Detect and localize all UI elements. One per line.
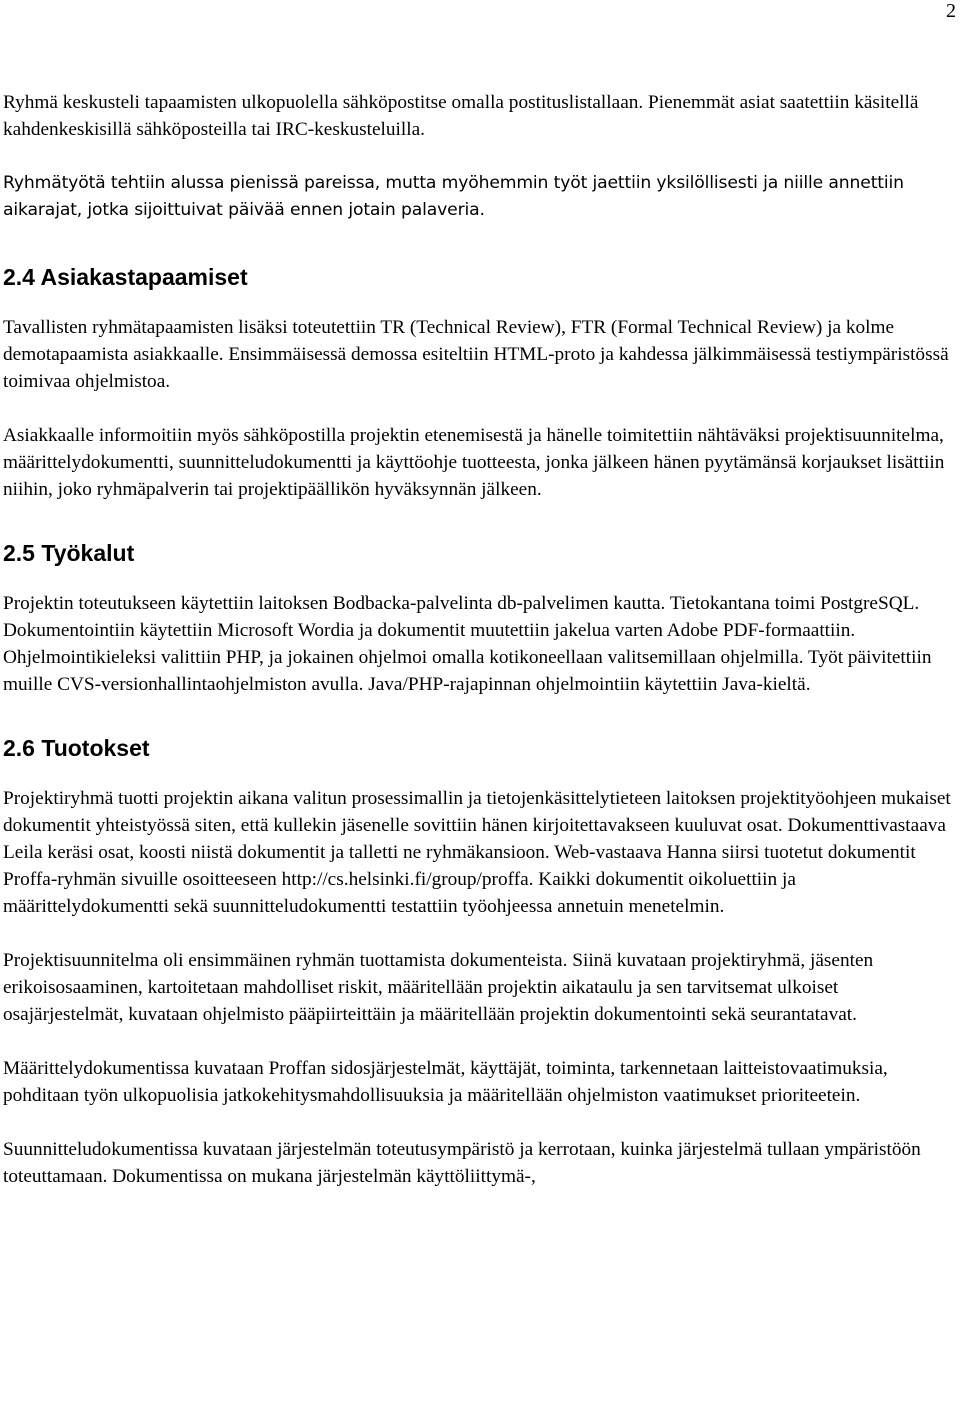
section-heading-tyokalut: 2.5 Työkalut xyxy=(3,540,135,566)
paragraph-tools: Projektin toteutukseen käytettiin laitoksen Bodbacka-palvelinta db-palvelimen kautta. Tietokantana toimi PostgreSQL. Dokumentointiin käytettiin Microsoft Wordia ja dokumentit muutettiin jakelua varten Adobe PDF-formaattiin. Ohjelmointikieleksi valittiin PHP, ja jokainen ohjelmoi omalla kotikoneellaan valitsemillaan ohjelmilla. Työt päivitettiin muille CVS-versionhallintaohjelmiston avulla. Java/PHP-rajapinnan ohjelmointiin käytettiin Java-kieltä. xyxy=(3,593,932,695)
section-heading-tuotokset: 2.6 Tuotokset xyxy=(3,735,150,761)
paragraph-mailing-list: Ryhmä keskusteli tapaamisten ulkopuolella sähköpostitse omalla postituslistallaan. Pienemmät asiat saatettiin käsitellä kahdenkeskisillä sähköposteilla tai IRC-keskusteluilla. xyxy=(3,92,919,140)
paragraph-reviews: Tavallisten ryhmätapaamisten lisäksi toteutettiin TR (Technical Review), FTR (Formal Technical Review) ja kolme demotapaamista asiakkaalle. Ensimmäisessä demossa esiteltiin HTML-proto ja kahdessa jälkimmäisessä testiympäristössä toimivaa ohjelmistoa. xyxy=(3,317,949,392)
paragraph-client-info: Asiakkaalle informoitiin myös sähköpostilla projektin etenemisestä ja hänelle toimitettiin nähtäväksi projektisuunnitelma, määrittelydokumentti, suunnitteludokumentti ja käyttöohje tuotteesta, jonka jälkeen hänen pyytämänsä korjaukset lisättiin niihin, joko ryhmäpalverin tai projektipäällikön hyväksynnän jälkeen. xyxy=(3,425,945,500)
paragraph-group-work: Ryhmätyötä tehtiin alussa pienissä pareissa, mutta myöhemmin työt jaettiin yksilöllisesti ja niille annettiin aikarajat, jotka sijoittuivat päivää ennen jotain palaveria. xyxy=(3,173,904,220)
paragraph-requirements: Määrittelydokumentissa kuvataan Proffan sidosjärjestelmät, käyttäjät, toiminta, tarkennetaan laitteistovaatimuksia, pohditaan työn ulkopuolisia jatkokehitysmahdollisuuksia ja määritellään ohjelmiston vaatimukset prioriteetein. xyxy=(3,1058,888,1106)
page-number: 2 xyxy=(946,0,956,22)
section-heading-asiakastapaamiset: 2.4 Asiakastapaamiset xyxy=(3,264,248,290)
paragraph-outputs: Projektiryhmä tuotti projektin aikana valitun prosessimallin ja tietojenkäsittelytieteen laitoksen projektityöohjeen mukaiset dokumentit yhteistyössä siten, että kullekin jäsenelle sovittiin hänen kirjoitettavakseen kuuluvat osat. Dokumenttivastaava Leila keräsi osat, koosti niistä dokumentit ja talletti ne ryhmäkansioon. Web-vastaava Hanna siirsi tuotetut dokumentit Proffa-ryhmän sivuille osoitteeseen http://cs.helsinki.fi/group/proffa. Kaikki dokumentit oikoluettiin ja määrittelydokumentti sekä suunnitteludokumentti testattiin työohjeessa annetuin menetelmin. xyxy=(3,788,951,917)
document-body xyxy=(3,89,958,1190)
paragraph-design: Suunnitteludokumentissa kuvataan järjestelmän toteutusympäristö ja kerrotaan, kuinka järjestelmä tullaan ympäristöön toteuttamaan. Dokumentissa on mukana järjestelmän käyttöliittymä-, xyxy=(3,1139,921,1187)
paragraph-project-plan: Projektisuunnitelma oli ensimmäinen ryhmän tuottamista dokumenteista. Siinä kuvataan projektiryhmä, jäsenten erikoisosaaminen, kartoitetaan mahdolliset riskit, määritellään projektin aikataulu ja sen tarvitsemat ulkoiset osajärjestelmät, kuvataan ohjelmisto pääpiirteittäin ja määritellään projektin dokumentointi sekä seurantatavat. xyxy=(3,950,874,1025)
